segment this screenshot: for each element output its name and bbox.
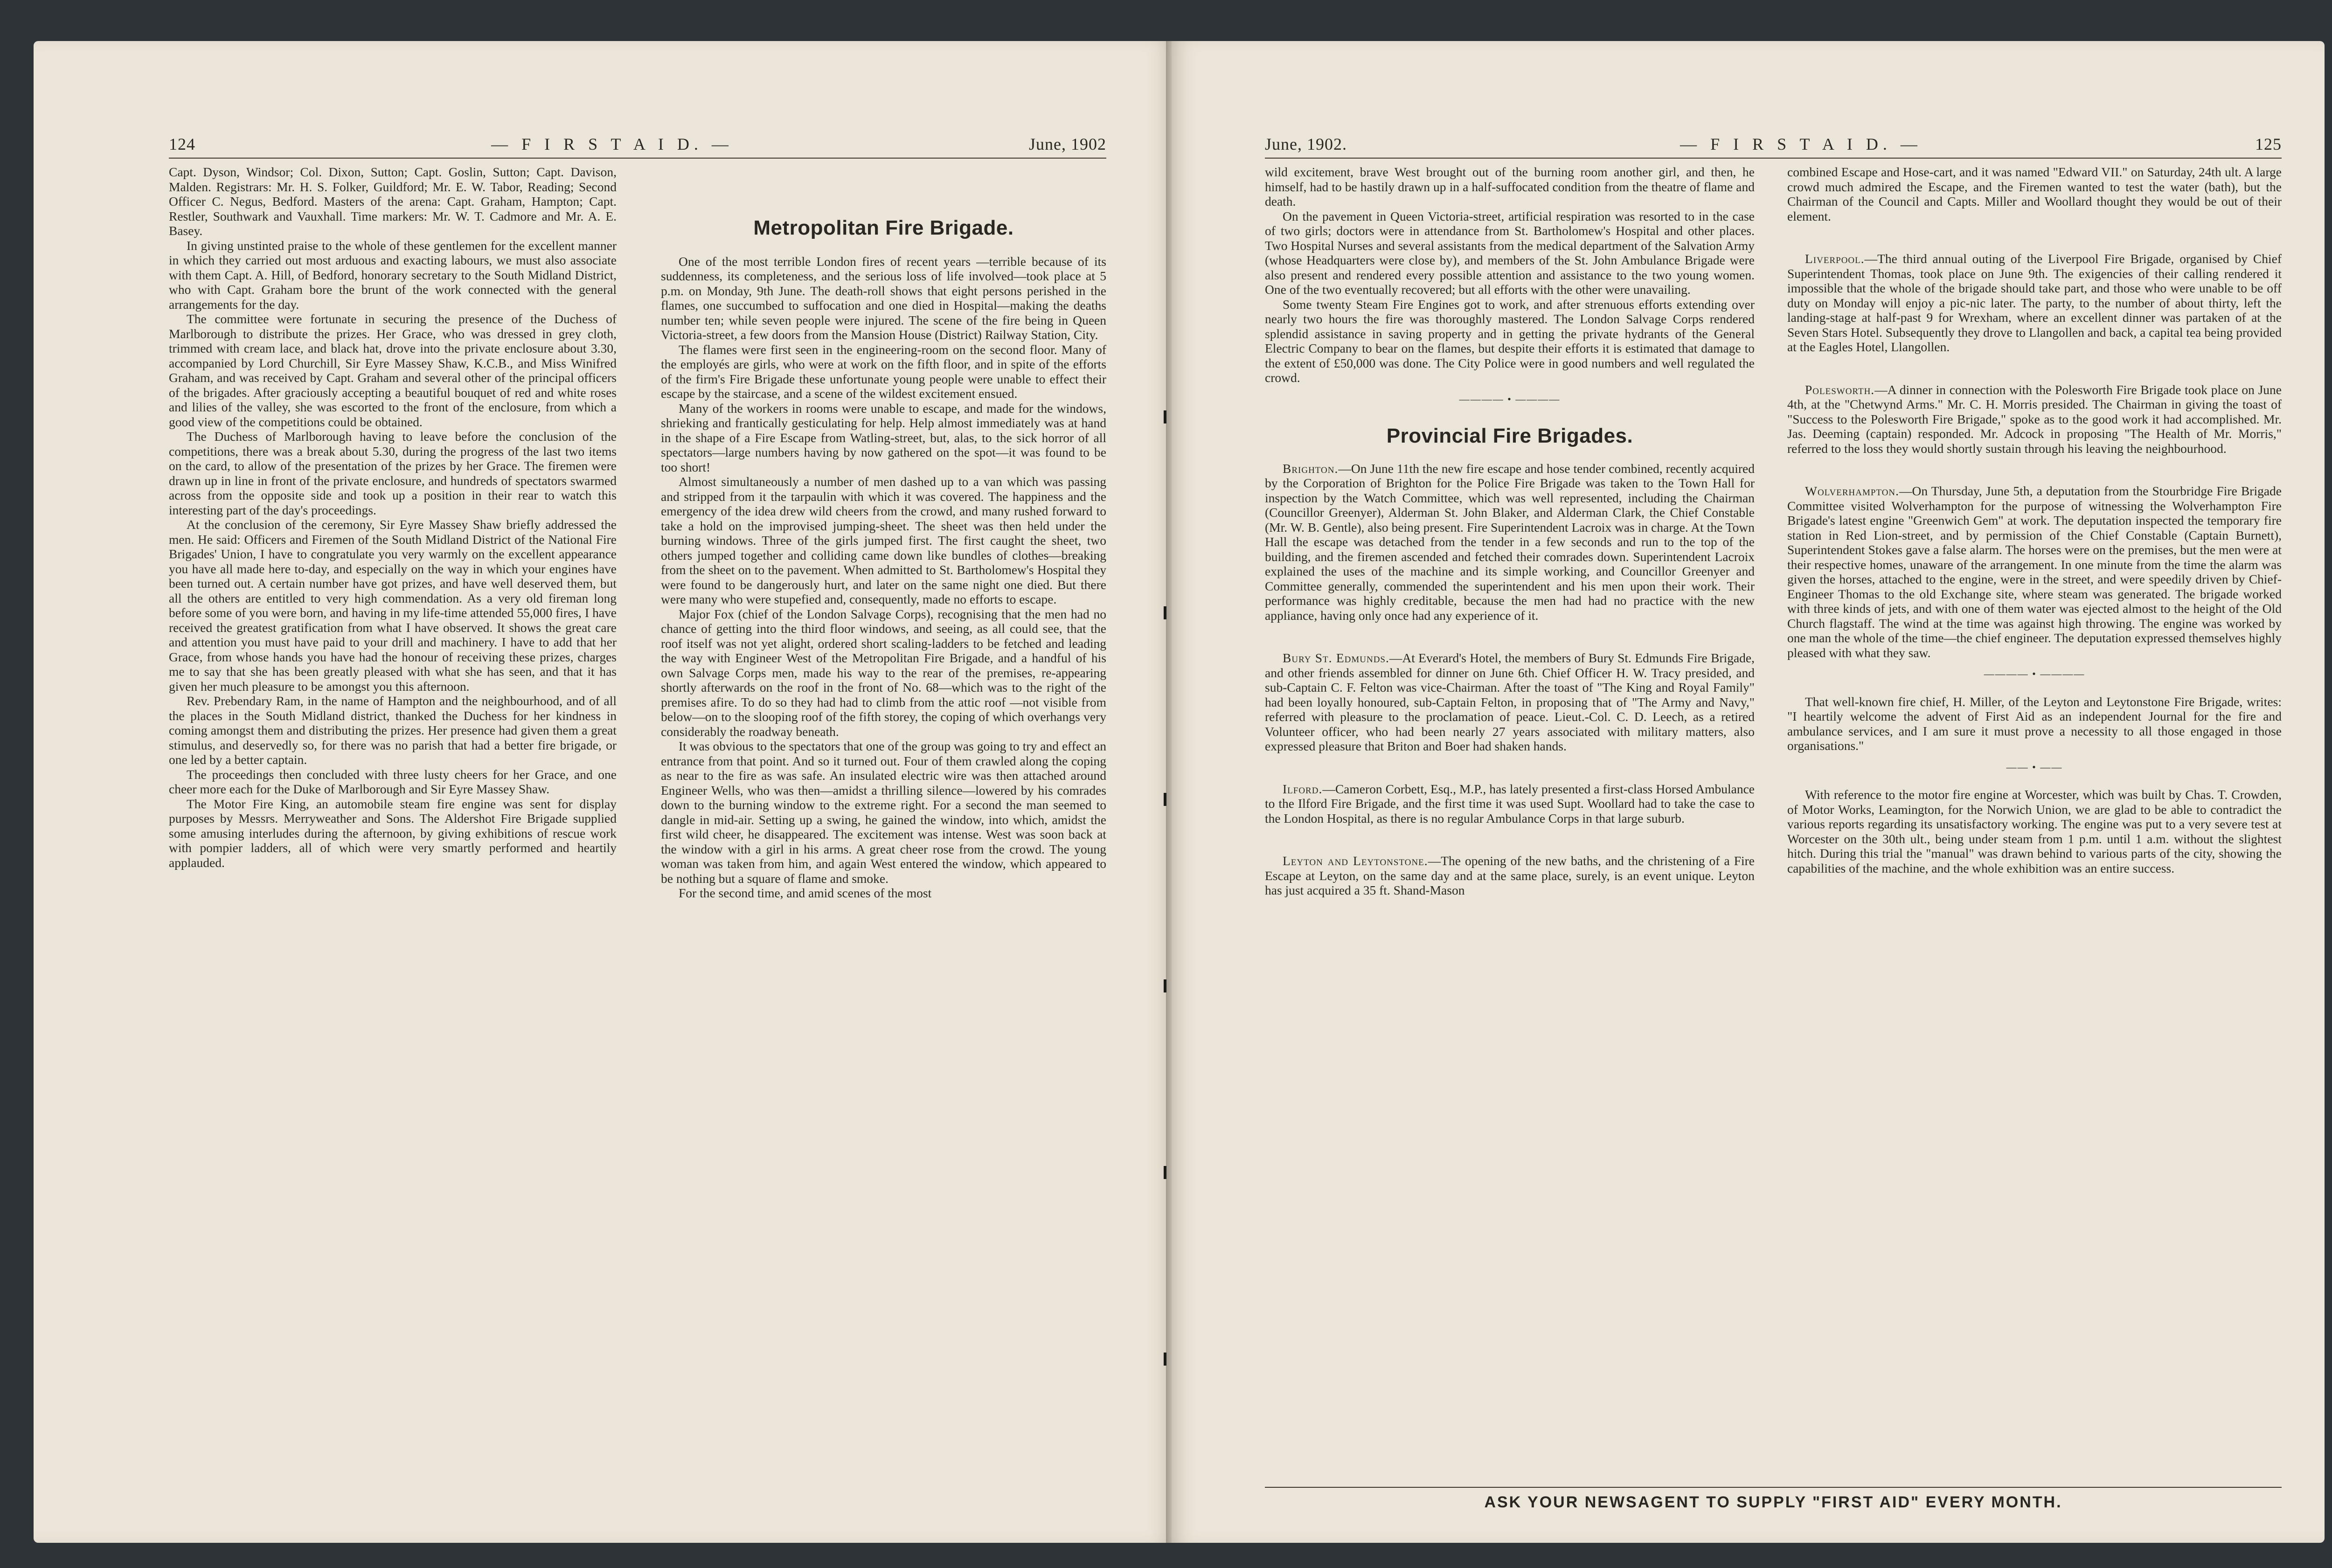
page-number: 124 xyxy=(169,135,195,153)
gutter-mark xyxy=(1164,793,1166,806)
paragraph: Many of the workers in rooms were unable to escape, and made for the windows, shrieking and frantically gesticulating for help. Help almost immediately was at hand in the shape of a Fire Escape from Watling-street, but, alas, to the sick horror of all spectators—large numbers having by now gathered on the spot—it was found to be too short! xyxy=(661,401,1106,474)
paragraph: With reference to the motor fire engine at Worcester, which was built by Chas. T. Crowden, of Motor Works, Leamington, for the Norwich Union, we are glad to be able to contradict the various reports regarding its unsatisfactory working. The engine was put to a very severe test at Worcester on the 30th ult., being under steam from 1 p.m. until 1 a.m. without the slightest hitch. During this trial the "manual" was drawn behind to various parts of the city, showing the capabilities of the machine, and the whole exhibition was an entire success. xyxy=(1787,787,2282,875)
left-column-2 xyxy=(661,165,1106,901)
paragraph: combined Escape and Hose-cart, and it was named "Edward VII." on Saturday, 24th ult. A large crowd much admired the Escape, and the Firemen wanted to test the water (bath), but the Chairman of the Council and Capts. Miller and Woollard thought they would be out of their element. xyxy=(1787,165,2282,223)
gutter-mark xyxy=(1164,1166,1166,1179)
issue-date: June, 1902. xyxy=(1265,135,1347,153)
item-text: —At Everard's Hotel, the members of Bury St. Edmunds Fire Brigade, and other friends assembled for dinner on June 6th. Chief Officer H. W. Tracy presided, and sub-Captain C. F. Felton was vice-Chairman. After the toast of "The King and Royal Family" had been loyally honoured, sub-Captain Felton, in proposing that of "The Army and Navy," referred with pleasure to the proclamation of peace. Lieut.-Col. C. D. Leech, as a retired Volunteer officer, who had been nearly 27 years associated with military matters, also expressed pleasure that Briton and Boer had shaken hands. xyxy=(1265,651,1755,753)
paragraph: Major Fox (chief of the London Salvage Corps), recognising that the men had no chance of getting into the third floor windows, and seeing, as all could see, that the roof itself was not yet alight, ordered short scaling-ladders to be fetched and leading the way with Engineer West of the Metropolitan Fire Brigade, and a handful of his own Salvage Corps men, made his way to the rear of the premises, re-appearing shortly afterwards on the roof in the front of No. 68—which was to the right of the premises afire. To do so they had had to climb from the attic roof —not visible from below—on to the slooping roof of the fifth storey, the coping of which overhangs very considerably the roadway beneath. xyxy=(661,606,1106,739)
item-text: —On June 11th the new fire escape and hose tender combined, recently acquired by the Corporation of Brighton for the Police Fire Brigade was taken to the Town Hall for inspection by the Watch Committee, which was well represented, including the Chairman (Councillor Greenyer), Alderman St. John Blaker, and Alderman Clark, the Chief Constable (Mr. W. B. Gentle), also being present. Fire Superintendent Lacroix was in charge. At the Town Hall the escape was detached from the tender in a few seconds and run to the top of the building, and the firemen ascended and fetched their comrades down. Superintendent Lacroix explained the uses of the machine and its simple working, and Councillor Greenyer and Committee generally, commended the superintendent and his men upon their work. Their performance was highly creditable, because the men had had no practice with the new appliance, having only once had any experience of it. xyxy=(1265,461,1755,623)
ornament-divider: —— • —— xyxy=(2006,761,2063,773)
item-paragraph xyxy=(1265,461,1755,623)
place-name: Leyton and Leytonstone. xyxy=(1283,853,1428,868)
page-number: 125 xyxy=(2255,135,2282,153)
left-column-1 xyxy=(169,165,617,870)
right-page xyxy=(1172,41,2325,1543)
paragraph: For the second time, and amid scenes of the most xyxy=(679,886,932,900)
ornament-divider: ———— • ———— xyxy=(1459,393,1561,405)
journal-title: — F I R S T A I D. — xyxy=(1680,135,1922,153)
running-head-right xyxy=(1265,134,2282,159)
paragraph: One of the most terrible London fires of recent years —terrible because of its suddenness, its completeness, and the serious loss of life involved—took place at 5 p.m. on Monday, 9th June. The death-roll shows that eight persons perished in the flames, one succumbed to suffocation and one died in Hospital—making the deaths number ten; while seven people were injured. The scene of the fire being in Queen Victoria-street, a few doors from the Mansion House (District) Railway Station, City. xyxy=(661,254,1106,342)
right-column-1 xyxy=(1265,165,1755,898)
paragraph: The Motor Fire King, an automobile steam fire engine was sent for display purposes by Messrs. Merryweather and Sons. The Aldershot Fire Brigade supplied some amusing interludes during the afternoon, by giving exhibitions of rescue work with pompier ladders, all of which were very smartly performed and heartily applauded. xyxy=(169,796,617,870)
paragraph: Almost simultaneously a number of men dashed up to a van which was passing and stripped from it the tarpaulin with which it was covered. The happiness and the emergency of the idea drew wild cheers from the crowd, and many rushed forward to take a hold on the improvised jumping-sheet. The sheet was then held under the burning windows. Three of the girls jumped first. The first caught the sheet, two others jumped together and colliding came down like bundles of clothes—breaking from the sheet on to the pavement. When admitted to St. Bartholomew's Hospital they were found to be dangerously hurt, and later on the same night one died. But there were many who were stupefied and, consequently, made no efforts to escape. xyxy=(661,474,1106,606)
item-text: —Cameron Corbett, Esq., M.P., has lately presented a first-class Horsed Ambulance to the Ilford Fire Brigade, and the first time it was used Supt. Woollard had to take the case to the London Hospital, as there is no regular Ambulance Corps in that large suburb. xyxy=(1265,781,1755,826)
paragraph: Capt. Dyson, Windsor; Col. Dixon, Sutton; Capt. Goslin, Sutton; Capt. Davison, Malden. Registrars: Mr. H. S. Folker, Guildford; Mr. E. W. Tabor, Reading; Second Officer C. Negus, Bedford. Masters of the arena: Capt. Graham, Hampton; Capt. Restler, Southwark and Vauxhall. Time markers: Mr. W. T. Cadmore and Mr. A. E. Basey. xyxy=(169,165,617,238)
place-name: Wolverhampton. xyxy=(1805,484,1900,498)
item-paragraph xyxy=(1787,382,2282,456)
item-text: —On Thursday, June 5th, a deputation from the Stourbridge Fire Brigade Committee visited Wolverhampton for the purpose of witnessing the Wolverhampton Fire Brigade's latest engine "Greenwich Gem" at work. The deputation inspected the temporary fire station in Red Lion-street, and by permission of the Chief Constable (Captain Burnett), Superintendent Stokes gave a false alarm. The horses were on the premises, but the men were at their respective homes, unaware of the arrangement. In one minute from the time the alarm was given the horses, attached to the engine, were in the street, and were speedily driven by Chief-Engineer Thomas to the old Exchange site, where steam was generated. The brigade worked with three kinds of jets, and with one of them water was ejected almost to the height of the Old Church flagstaff. The wind at the time was against high throwing. The engine was worked by one man the whole of the time—the chief engineer. The deputation expressed themselves highly pleased with what they saw. xyxy=(1787,484,2282,660)
paragraph: wild excitement, brave West brought out of the burning room another girl, and then, he himself, had to be hastily drawn up in a half-suffocated condition from the theatre of flame and death. xyxy=(1265,165,1755,208)
paragraph: Some twenty Steam Fire Engines got to work, and after strenuous efforts extending over nearly two hours the fire was thoroughly mastered. The London Salvage Corps rendered splendid assistance in saving property and in getting the private hydrants of the General Electric Company to bear on the flames, but despite their efforts it is estimated that damage to the extent of £50,000 was done. The City Police were in good numbers and well regulated the crowd. xyxy=(1265,297,1755,385)
place-name: Liverpool. xyxy=(1805,251,1865,266)
paragraph: In giving unstinted praise to the whole of these gentlemen for the excellent manner in which they carried out most arduous and exacting labours, we must also associate with them Capt. A. Hill, of Bedford, honorary secretary to the South Midland District, who with Capt. Graham bore the brunt of the work connected with the general arrangements for the day. xyxy=(169,238,617,312)
section-heading: Provincial Fire Brigades. xyxy=(1386,424,1633,447)
running-head-left xyxy=(169,134,1106,159)
item-paragraph xyxy=(1265,651,1755,754)
issue-date: June, 1902 xyxy=(1029,135,1106,153)
gutter-mark xyxy=(1164,606,1166,619)
item-text: —The third annual outing of the Liverpool Fire Brigade, organised by Chief Superintendent Thomas, took place on June 9th. The exigencies of their calling rendered it impossible that the whole of the brigade should take part, and those who were unable to be off duty on Monday will enjoy a pic-nic later. The party, to the number of about thirty, left the landing-stage at half-past 9 for Wrexham, where an excellent dinner was partaken of at the Seven Stars Hotel. Subsequently they drove to Llangollen and back, a capital tea being provided at the Eagles Hotel, Llangollen. xyxy=(1787,251,2282,354)
place-name: Brighton. xyxy=(1283,461,1339,476)
footer-banner: ASK YOUR NEWSAGENT TO SUPPLY "FIRST AID" EVERY MONTH. xyxy=(1265,1487,2282,1512)
gutter-mark xyxy=(1164,410,1166,423)
right-column-2 xyxy=(1787,165,2282,875)
paragraph: It was obvious to the spectators that one of the group was going to try and effect an entrance from that point. And so it turned out. Four of them crawled along the coping as near to the fire as was safe. An insulated electric wire was then attached around Engineer Wells, who was then—amidst a thrilling silence—lowered by his comrades down to the burning window to the extreme right. For a second the man seemed to dangle in mid-air. Setting up a swing, he gained the window, into which, amidst the first wild cheer, he disappeared. The excitement was intense. West was soon back at the window with a girl in his arms. A great cheer rose from the crowd. The young woman was taken from him, and again West entered the window, which appeared to be nothing but a square of flame and smoke. xyxy=(661,739,1106,886)
paragraph: On the pavement in Queen Victoria-street, artificial respiration was resorted to in the case of two girls; doctors were in attendance from St. Bartholomew's Hospital and other places. Two Hospital Nurses and several assistants from the medical department of the Salvation Army (whose Headquarters were close by), and members of the St. John Ambulance Brigade were also present and rendered every possible attention and assistance to the two young women. One of the two eventually recovered; but all efforts with the other were unavailing. xyxy=(1265,208,1755,297)
paragraph: The committee were fortunate in securing the presence of the Duchess of Marlborough to distribute the prizes. Her Grace, who was dressed in grey cloth, trimmed with cream lace, and black hat, drove into the private enclosure about 3.30, accompanied by Lord Churchill, Sir Eyre Massey Shaw, K.C.B., and Miss Winifred Graham, and was received by Capt. Graham and several other of the principal officers of the brigades. After graciously accepting a beautiful bouquet of red and white roses and lilies of the valley, she was escorted to the front of the enclosure, from which a good view of the competitions could be obtained. xyxy=(169,312,617,429)
paragraph: Rev. Prebendary Ram, in the name of Hampton and the neighbourhood, and of all the places in the South Midland district, thanked the Duchess for her kindness in coming amongst them and distributing the prizes. Her presence had given them a great stimulus, and deservedly so, for there was no parish that had a better fire brigade, or one led by a better captain. xyxy=(169,694,617,767)
paragraph: That well-known fire chief, H. Miller, of the Leyton and Leytonstone Fire Brigade, writes: "I heartily welcome the advent of First Aid as an independent Journal for the fire and ambulance services, and I am sure it must prove a necessity to all those engaged in those organisations." xyxy=(1787,694,2282,753)
section-heading: Metropolitan Fire Brigade. xyxy=(753,216,1014,239)
item-paragraph xyxy=(1787,484,2282,660)
paragraph: The Duchess of Marlborough having to leave before the conclusion of the competitions, there was a break about 5.30, during the progress of the last two items on the card, to allow of the presentation of the prizes by her Grace. The firemen were drawn up in line in front of the private enclosure, and hundreds of spectators swarmed across from the opposite side and took up a position in their rear to watch this interesting part of the day's proceedings. xyxy=(169,429,617,517)
item-text: —The opening of the new baths, and the christening of a Fire Escape at Leyton, on the same day and at the same place, surely, is an event unique. Leyton has just acquired a 35 ft. Shand-Mason xyxy=(1265,853,1755,897)
item-paragraph xyxy=(1787,251,2282,354)
journal-title: — F I R S T A I D. — xyxy=(491,135,733,153)
place-name: Ilford. xyxy=(1283,781,1323,796)
item-paragraph xyxy=(1265,853,1755,898)
item-text: —A dinner in connection with the Polesworth Fire Brigade took place on June 4th, at the "Chetwynd Arms." Mr. C. H. Morris presided. The Chairman in giving the toast of "Success to the Polesworth Fire Brigade," spoke as to the good work it had accomplished. Mr. Jas. Deeming (captain) responded. Mr. Adcock in proposing "The Health of Mr. Morris," referred to the loss they would shortly sustain through his leaving the neighbourhood. xyxy=(1787,382,2282,456)
place-name: Polesworth. xyxy=(1805,382,1875,397)
paragraph: The flames were first seen in the engineering-room on the second floor. Many of the employés are girls, who were at work on the fifth floor, and in spite of the efforts of the firm's Fire Brigade these unfortunate young people were unable to effect their escape by the staircase, and a scene of the wildest excitement ensued. xyxy=(661,342,1106,401)
gutter-mark xyxy=(1164,979,1166,992)
ornament-divider: ———— • ———— xyxy=(1984,668,2085,680)
left-page xyxy=(34,41,1172,1543)
gutter-mark xyxy=(1164,1353,1166,1366)
paragraph: The proceedings then concluded with three lusty cheers for her Grace, and one cheer more each for the Duke of Marlborough and Sir Eyre Massey Shaw. xyxy=(169,767,617,796)
item-paragraph xyxy=(1265,782,1755,826)
place-name: Bury St. Edmunds. xyxy=(1283,651,1389,665)
paragraph: At the conclusion of the ceremony, Sir Eyre Massey Shaw briefly addressed the men. He said: Officers and Firemen of the South Midland District of the National Fire Brigades' Union, I have to congratulate you very warmly on the excellent appearance you have all made here to-day, and especially on the way in which your engines have been turned out. A certain number have got prizes, and have well deserved them, but all the others are entitled to very high commendation. As a very old fireman long before some of you were born, and having in my life-time attended 55,000 fires, I have received the greatest gratification from what I have observed. It shows the great care and attention you must have paid to your drill and machinery. I have to add that her Grace, from whose hands you have had the honour of receiving these prizes, charges me to say that she has been greatly pleased with what she has seen, and that it has given her much pleasure to be amongst you this afternoon. xyxy=(169,517,617,694)
